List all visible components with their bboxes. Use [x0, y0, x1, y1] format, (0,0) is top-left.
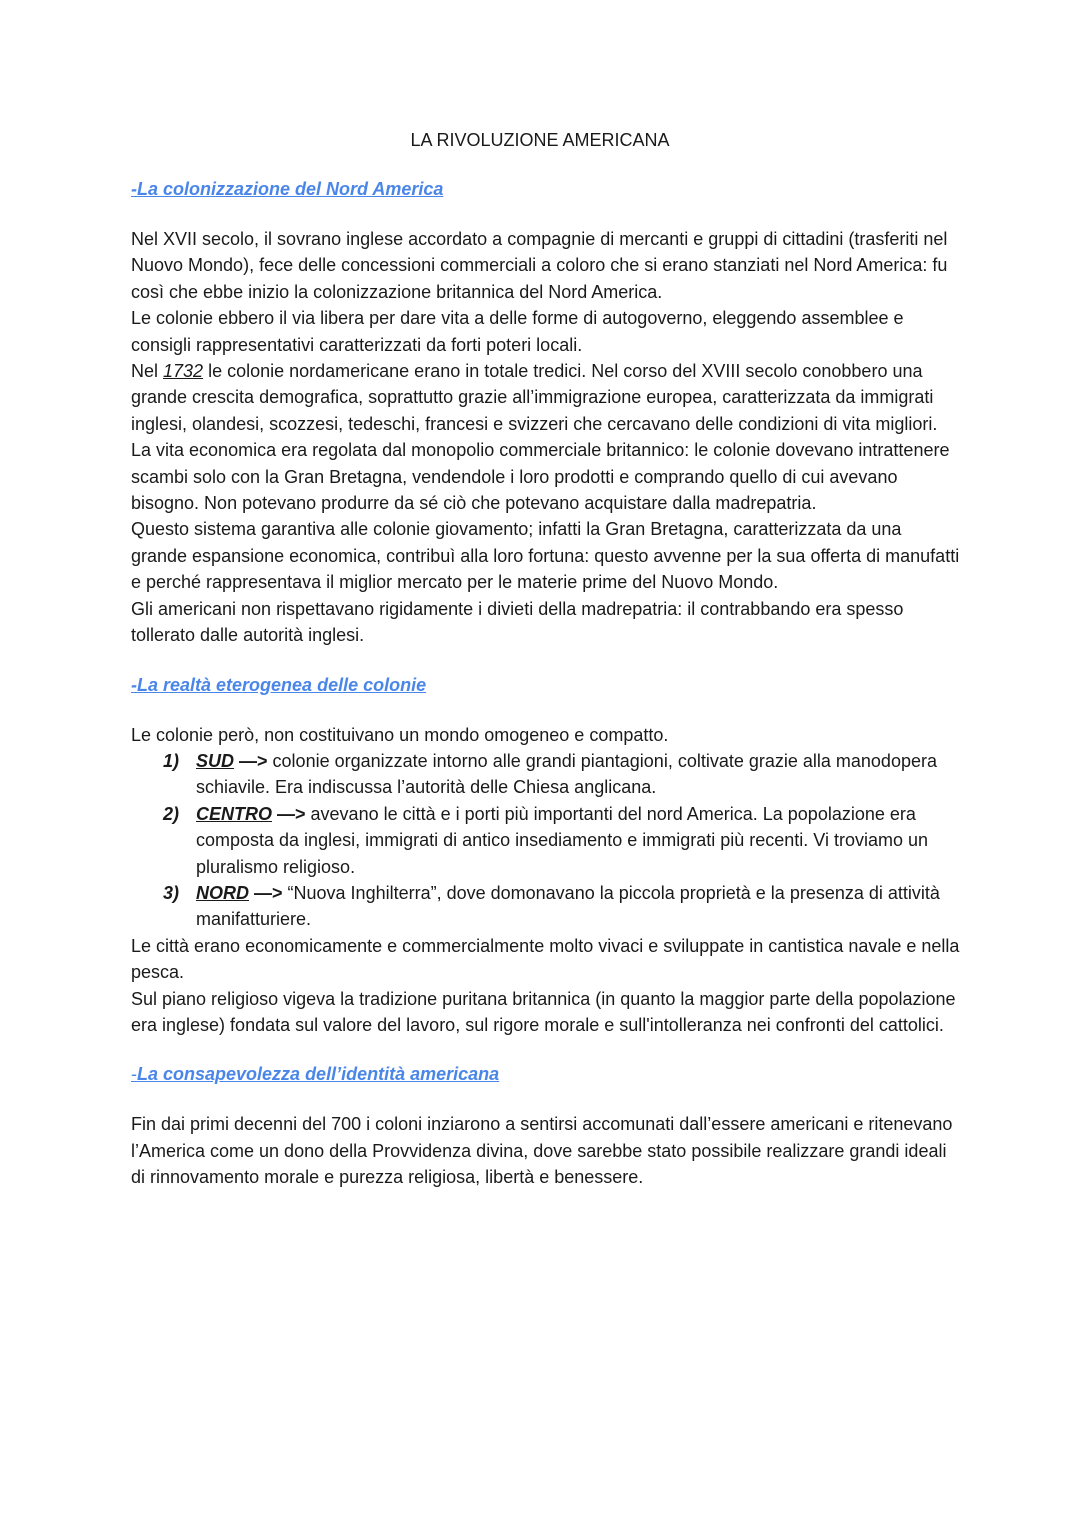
paragraph: Fin dai primi decenni del 700 i coloni inziarono a sentirsi accomunati dall’essere americani e ritenevano l’America come un dono della Provvidenza divina, dove sarebbe stato possibile realizzare grandi ideali di rinnovamento morale e purezza religiosa, libertà e benessere.	[131, 1114, 953, 1188]
paragraph	[131, 358, 961, 437]
arrow: —>	[239, 750, 268, 771]
paragraph: Nel XVII secolo, il sovrano inglese accordato a compagnie di mercanti e gruppi di cittadini (trasferiti nel Nuovo Mondo), fece delle concessioni commerciali a coloro che si erano stanziati nel Nord America: fu così che ebbe inizio la colonizzazione britannica del Nord America.	[131, 229, 948, 302]
section-heading: -La colonizzazione del Nord America	[131, 179, 444, 199]
arrow: —>	[277, 803, 306, 824]
region-keyword: NORD	[196, 882, 249, 903]
paragraph: Le colonie però, non costituivano un mondo omogeneo e compatto.	[131, 724, 669, 745]
section-identita-americana	[131, 1064, 961, 1190]
arrow: —>	[254, 882, 283, 903]
heading-dash: -	[131, 1064, 137, 1085]
year-1732: 1732	[163, 361, 204, 382]
region-keyword: SUD	[196, 750, 235, 771]
list-number: 1)	[163, 750, 180, 771]
list-number: 2)	[163, 803, 180, 824]
section-realta-eterogenea	[131, 675, 961, 1039]
heading-text: La consapevolezza dell’identità americana	[137, 1064, 500, 1085]
paragraph: Le città erano economicamente e commercialmente molto vivaci e sviluppate in cantistica navale e nella pesca.	[131, 935, 960, 983]
section-colonizzazione	[131, 179, 961, 649]
section-heading: -La realtà eterogenea delle colonie	[131, 674, 427, 695]
paragraph-text: Nel	[131, 361, 164, 382]
list-item-sud	[131, 748, 961, 801]
paragraph: La vita economica era regolata dal monopolio commerciale britannico: le colonie dovevano intrattenere scambi solo con la Gran Bretagna, vendendole i loro prodotti e comprando quello di cui avevano bisogno. Non potevano produrre da sé ciò che potevano acquistare dalla madrepatria.	[131, 440, 950, 514]
document-title: LA RIVOLUZIONE AMERICANA	[410, 130, 670, 150]
list-item-text: avevano le città e i porti più importanti del nord America. La popolazione era composta da inglesi, immigrati di antico insediamento e immigrati più recenti. Vi troviamo un pluralismo religioso.	[196, 803, 928, 877]
list-number: 3)	[163, 882, 180, 903]
list-item-centro	[131, 801, 961, 880]
document-page	[131, 130, 961, 1217]
section-heading	[131, 1064, 961, 1085]
list-item-text: colonie organizzate intorno alle grandi piantagioni, coltivate grazie alla manodopera schiavile. Era indiscussa l’autorità delle Chiesa anglicana.	[196, 750, 937, 798]
paragraph: Gli americani non rispettavano rigidamente i divieti della madrepatria: il contrabbando era spesso tollerato dalle autorità inglesi.	[131, 598, 904, 646]
list-item-text: “Nuova Inghilterra”, dove domonavano la piccola proprietà e la presenza di attività manifatturiere.	[196, 882, 940, 930]
list-item-nord	[131, 880, 961, 933]
region-keyword: CENTRO	[196, 803, 272, 824]
paragraph: Questo sistema garantiva alle colonie giovamento; infatti la Gran Bretagna, caratterizzata da una grande espansione economica, contribuì alla loro fortuna: questo avvenne per la sua offerta di manufatti e perché rappresentava il miglior mercato per le materie prime del Nuovo Mondo.	[131, 519, 960, 593]
regions-list	[131, 748, 961, 933]
paragraph-text: le colonie nordamericane erano in totale tredici. Nel corso del XVIII secolo conobbero una grande crescita demografica, soprattutto grazie all’immigrazione europea, caratterizzata da immigrati inglesi, olandesi, scozzesi, tedeschi, francesi e svizzeri che cercavano delle condizioni di vita migliori.	[131, 361, 938, 434]
paragraph: Le colonie ebbero il via libera per dare vita a delle forme di autogoverno, eleggendo assemblee e consigli rappresentativi caratterizzati da forti poteri locali.	[131, 308, 904, 355]
paragraph: Sul piano religioso vigeva la tradizione puritana britannica (in quanto la maggior parte della popolazione era inglese) fondata sul valore del lavoro, sul rigore morale e sull'intolleranza nei confronti del cattolici.	[131, 988, 956, 1035]
